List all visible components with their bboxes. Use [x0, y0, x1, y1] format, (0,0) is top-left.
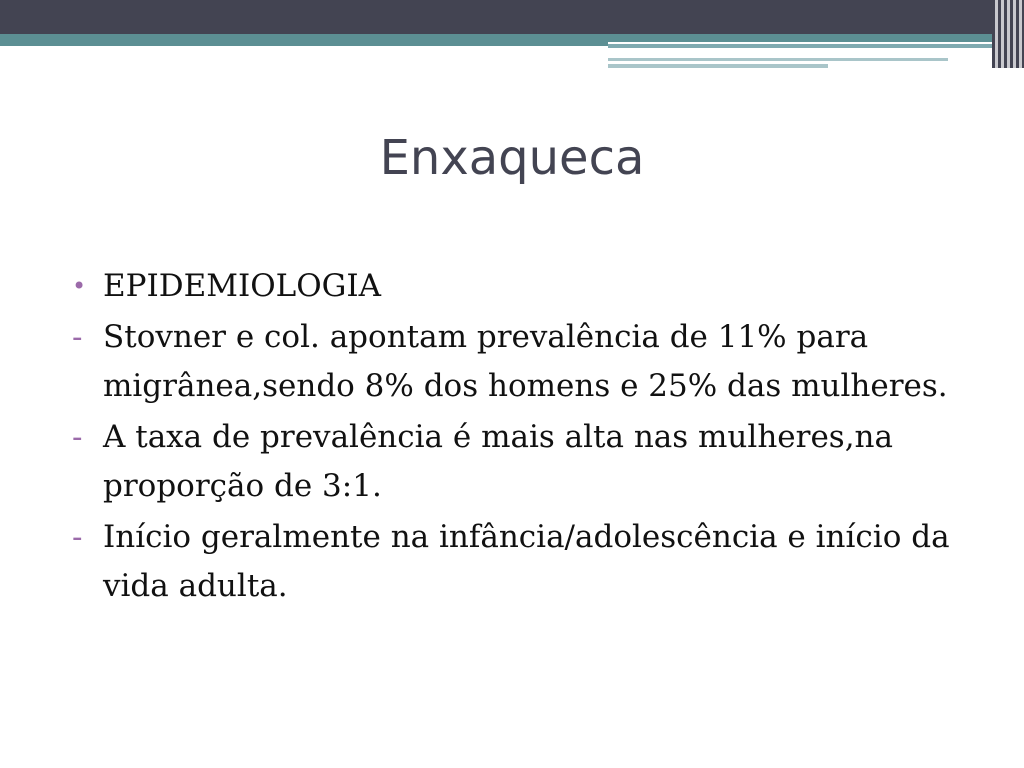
header-stripes [992, 0, 1024, 68]
bullet-item [72, 262, 972, 311]
dash-marker: - [72, 319, 83, 355]
slide-title: Enxaqueca [379, 130, 645, 186]
header-accent-line [608, 44, 992, 48]
bullet-text: EPIDEMIOLOGIA [103, 268, 382, 304]
dash-item-text: A taxa de prevalência é mais alta nas mulheres,na proporção de 3:1. [103, 419, 894, 504]
dash-marker: - [72, 419, 83, 455]
header-accent-bar-right [608, 34, 992, 42]
header-accent-line [608, 58, 948, 61]
header-bar [0, 0, 992, 34]
dash-marker: - [72, 519, 83, 555]
header-accent-bar [0, 34, 608, 46]
dash-item-text: Início geralmente na infância/adolescência e início da vida adulta. [103, 519, 950, 604]
dash-item [72, 513, 972, 611]
bullet-marker: • [72, 272, 87, 300]
dash-item [72, 313, 972, 411]
dash-item-text: Stovner e col. apontam prevalência de 11% para migrânea,sendo 8% dos homens e 25% das mulheres. [103, 319, 948, 404]
slide-content [72, 262, 972, 613]
header-accent-line [608, 64, 828, 68]
dash-item [72, 413, 972, 511]
